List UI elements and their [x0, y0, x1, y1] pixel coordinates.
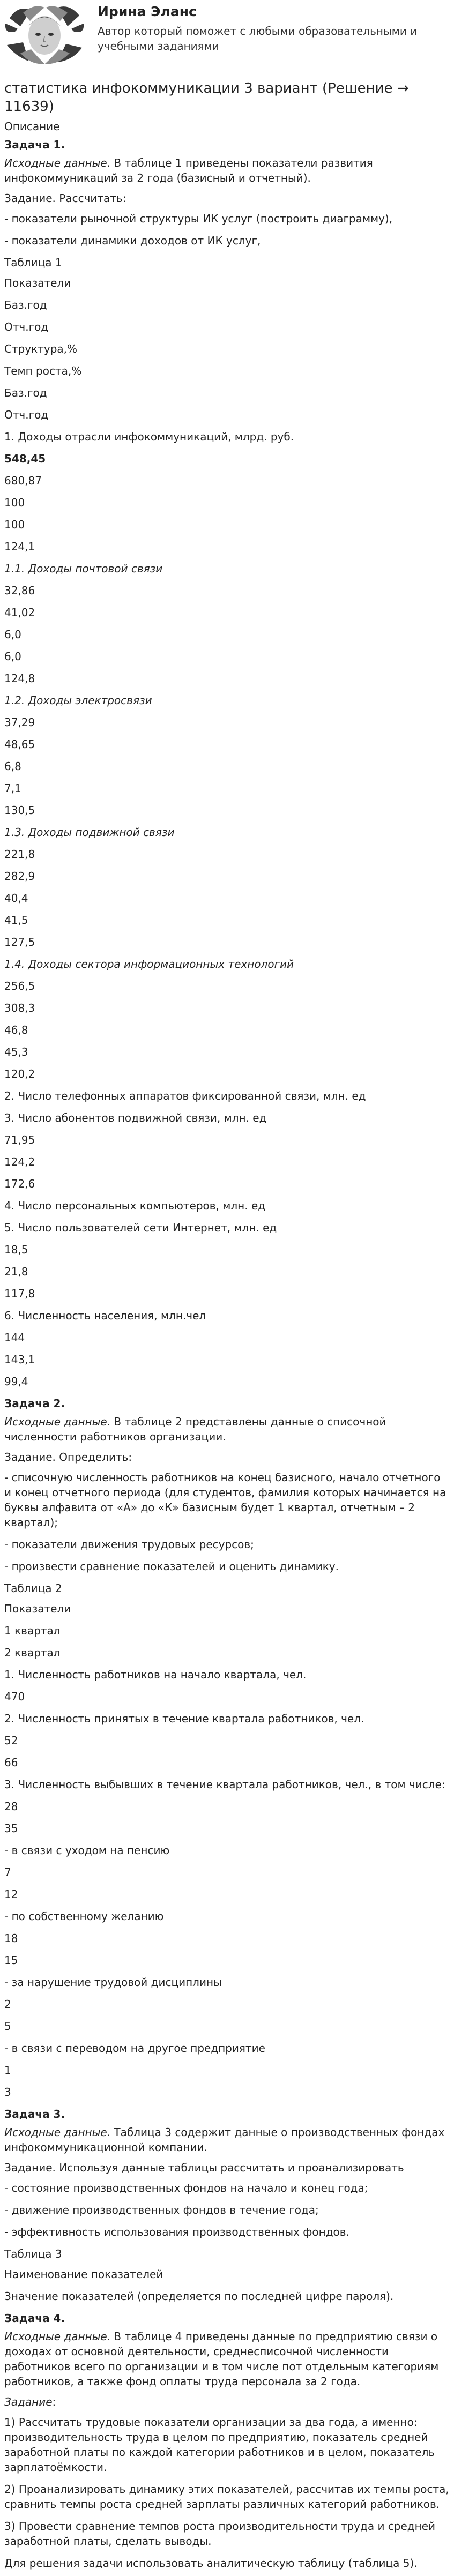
task-3 — [4, 2107, 450, 2304]
table-1-cell: Показатели — [4, 277, 71, 289]
author-header — [4, 0, 450, 69]
task-3-heading: Задача 3. — [4, 2108, 65, 2120]
table-1-cell: 6,8 — [4, 760, 21, 773]
table-1-cell: 6,0 — [4, 628, 21, 641]
task-3-table-label: Таблица 3 — [4, 2248, 62, 2260]
table-2-cell: 15 — [4, 1954, 18, 1967]
task-2-bullet: - показатели движения трудовых ресурсов; — [4, 1538, 254, 1551]
table-1-cell: 40,4 — [4, 892, 28, 905]
table-1-cell: 1. Доходы отрасли инфокоммуникаций, млрд. руб. — [4, 430, 294, 443]
task-1-assignment: Задание. Рассчитать: — [4, 192, 126, 205]
table-1-cell: 680,87 — [4, 474, 42, 487]
table-1-cell: 124,1 — [4, 540, 35, 553]
task-3-intro-rest: . Таблица 3 содержит данные о производственных фондах инфокоммуникационной компании. — [4, 2126, 445, 2154]
table-1-cell: 308,3 — [4, 1002, 35, 1014]
table-1-cell: 32,86 — [4, 584, 35, 597]
table-1-cell: 1.1. Доходы почтовой связи — [4, 562, 163, 575]
task-2-bullet: - списочную численность работников на конец базисного, начало отчетного и конец отчетного периода (для студентов, фамилия которых начинается на буквы алфавита от «А» до «К» базисным будет 1 квартал, отчетным – 2 квартал); — [4, 1471, 446, 1529]
table-1-cell: 4. Число персональных компьютеров, млн. ед — [4, 1199, 266, 1212]
task-1-intro-em: Исходные данные — [4, 156, 107, 169]
table-1-cell: Баз.год — [4, 298, 47, 311]
task-2-table-label: Таблица 2 — [4, 1582, 62, 1595]
table-2-cell: 5 — [4, 2020, 11, 2033]
table-2-cell: - по собственному желанию — [4, 1910, 164, 1923]
document-title: статистика инфокоммуникации 3 вариант (Решение → 11639) — [4, 80, 409, 115]
table-1-cell: Отч.год — [4, 320, 49, 333]
table-1-cell: 143,1 — [4, 1353, 35, 1366]
table-2-cell: 2. Численность принятых в течение квартала работников, чел. — [4, 1712, 364, 1725]
task-4-assignment — [4, 2394, 450, 2409]
table-1-cell: 144 — [4, 1331, 25, 1344]
task-2-assignment: Задание. Определить: — [4, 1451, 132, 1464]
task-4-assignment-label: Задание — [4, 2395, 53, 2408]
task-2-intro — [4, 1414, 450, 1444]
task-1-table-label: Таблица 1 — [4, 256, 62, 269]
table-1-cell: 100 — [4, 518, 25, 531]
table-3-cell: Значение показателей (определяется по последней цифре пароля). — [4, 2290, 394, 2303]
table-1-cell: 2. Число телефонных аппаратов фиксированной связи, млн. ед — [4, 1089, 366, 1102]
table-1-cell: 41,02 — [4, 606, 35, 619]
table-1-cell: 221,8 — [4, 848, 35, 861]
task-2-intro-em: Исходные данные — [4, 1415, 107, 1428]
table-1-cell: 256,5 — [4, 980, 35, 992]
table-1-cell: 46,8 — [4, 1024, 28, 1036]
table-1-cell: 120,2 — [4, 1067, 35, 1080]
table-1-cell: 172,6 — [4, 1177, 35, 1190]
table-1-cell: 6,0 — [4, 650, 21, 663]
table-2-cell: 35 — [4, 1822, 18, 1835]
table-1-cell: 124,8 — [4, 672, 35, 685]
table-2-cell: 66 — [4, 1756, 18, 1769]
task-1 — [4, 137, 450, 1389]
task-4-item: 1) Рассчитать трудовые показатели организации за два года, а именно: производительность труда в целом по предприятию, показатель средней заработной платы по каждой категории работников и в целом, показатель зарплатоёмкости. — [4, 2416, 435, 2474]
table-2-cell: 12 — [4, 1888, 18, 1901]
table-1-cell: Отч.год — [4, 408, 49, 421]
task-2 — [4, 1396, 450, 2100]
table-1-cell: 1.2. Доходы электросвязи — [4, 694, 152, 707]
task-3-assignment: Задание. Используя данные таблицы рассчитать и проанализировать — [4, 2161, 404, 2174]
table-2-cell: 1 квартал — [4, 1624, 61, 1637]
task-1-bullets — [4, 211, 450, 248]
table-1-cell: 6. Численность населения, млн.чел — [4, 1309, 206, 1322]
table-1-cell: 1.4. Доходы сектора информационных технологий — [4, 958, 294, 970]
table-1-cell: Баз.год — [4, 386, 47, 399]
task-1-heading: Задача 1. — [4, 138, 65, 151]
table-1-cell: 117,8 — [4, 1287, 35, 1300]
author-name[interactable]: Ирина Эланс — [98, 4, 197, 19]
task-4-item: 2) Проанализировать динамику этих показателей, рассчитав их темпы роста, сравнить темпы роста средней зарплаты различных категорий работников. — [4, 2483, 449, 2511]
table-2-cell: Показатели — [4, 1602, 71, 1615]
table-2-cell: 7 — [4, 1866, 11, 1879]
table-1 — [4, 275, 450, 1389]
task-4 — [4, 2311, 450, 2571]
task-4-closing: Для решения задачи использовать аналитическую таблицу (таблица 5). — [4, 2557, 418, 2570]
task-4-items — [4, 2415, 450, 2549]
table-2-cell: 18 — [4, 1932, 18, 1945]
table-1-cell: 99,4 — [4, 1375, 28, 1388]
author-avatar[interactable] — [4, 2, 85, 66]
task-4-intro — [4, 2329, 450, 2389]
table-1-cell: 127,5 — [4, 936, 35, 949]
task-3-bullets — [4, 2181, 450, 2239]
table-2 — [4, 1601, 450, 2100]
table-3-cell: Наименование показателей — [4, 2268, 163, 2281]
table-2-cell: 470 — [4, 1690, 25, 1703]
task-3-intro-em: Исходные данные — [4, 2126, 107, 2139]
table-2-cell: 1. Численность работников на начало квартала, чел. — [4, 1668, 307, 1681]
table-2-cell: 52 — [4, 1734, 18, 1747]
task-2-intro-rest: . В таблице 2 представлены данные о списочной численности работников организации. — [4, 1415, 386, 1443]
table-1-cell: 5. Число пользователей сети Интернет, млн. ед — [4, 1221, 277, 1234]
task-2-heading: Задача 2. — [4, 1397, 65, 1410]
table-1-cell: 41,5 — [4, 914, 28, 927]
table-1-cell: 48,65 — [4, 738, 35, 751]
table-2-cell: 2 — [4, 1998, 11, 2011]
table-1-cell: 7,1 — [4, 782, 21, 795]
table-1-cell: 45,3 — [4, 1046, 28, 1058]
task-3-bullet: - эффективность использования производственных фондов. — [4, 2226, 349, 2238]
author-description: Автор который поможет с любыми образовательными и учебными заданиями — [98, 25, 418, 53]
table-1-cell: 1.3. Доходы подвижной связи — [4, 826, 175, 839]
task-2-bullets — [4, 1470, 450, 1574]
table-1-cell: 548,45 — [4, 452, 46, 465]
table-2-cell: 2 квартал — [4, 1646, 61, 1659]
task-3-bullet: - движение производственных фондов в течение года; — [4, 2204, 319, 2216]
table-1-cell: 124,2 — [4, 1155, 35, 1168]
table-2-cell: 1 — [4, 2064, 11, 2077]
task-4-heading: Задача 4. — [4, 2312, 65, 2325]
task-2-bullet: - произвести сравнение показателей и оценить динамику. — [4, 1560, 339, 1573]
table-1-cell: 130,5 — [4, 804, 35, 817]
task-4-assignment-colon: : — [52, 2395, 56, 2408]
description-label: Описание — [4, 120, 60, 133]
table-1-cell: 282,9 — [4, 870, 35, 883]
task-4-item: 3) Провести сравнение темпов роста производительности труда и средней заработной платы, сделать выводы. — [4, 2520, 436, 2548]
table-1-cell: 21,8 — [4, 1265, 28, 1278]
table-1-cell: Темп роста,% — [4, 364, 82, 377]
avatar-illustration — [4, 2, 85, 66]
task-1-bullet: - показатели динамики доходов от ИК услуг, — [4, 234, 261, 247]
table-2-cell: - за нарушение трудовой дисциплины — [4, 1976, 222, 1989]
task-1-intro — [4, 155, 450, 185]
table-1-cell: 100 — [4, 496, 25, 509]
task-4-intro-rest: . В таблице 4 приведены данные по предприятию связи о доходах от основной деятельности, среднесписочной численности работников всего по организации и в том числе пот отдельным категориям работников, а также фонд оплаты труда персонала за 2 года. — [4, 2330, 439, 2388]
table-1-cell: 71,95 — [4, 1133, 35, 1146]
task-4-intro-em: Исходные данные — [4, 2330, 107, 2343]
table-1-cell: 37,29 — [4, 716, 35, 729]
table-1-cell: 3. Число абонентов подвижной связи, млн. ед — [4, 1111, 267, 1124]
table-2-cell: - в связи с переводом на другое предприятие — [4, 2042, 265, 2055]
author-info — [98, 2, 419, 54]
table-3 — [4, 2267, 450, 2304]
table-1-cell: 18,5 — [4, 1243, 28, 1256]
table-2-cell: - в связи с уходом на пенсию — [4, 1844, 170, 1857]
table-1-cell: Структура,% — [4, 342, 78, 355]
table-2-cell: 28 — [4, 1800, 18, 1813]
task-1-intro-rest: . В таблице 1 приведены показатели развития инфокоммуникаций за 2 года (базисный и отчетный). — [4, 156, 373, 184]
task-1-bullet: - показатели рыночной структуры ИК услуг (построить диаграмму), — [4, 212, 393, 225]
task-3-bullet: - состояние производственных фондов на начало и конец года; — [4, 2182, 368, 2194]
task-3-intro — [4, 2125, 450, 2155]
table-2-cell: 3. Численность выбывших в течение квартала работников, чел., в том числе: — [4, 1778, 445, 1791]
table-2-cell: 3 — [4, 2086, 11, 2099]
